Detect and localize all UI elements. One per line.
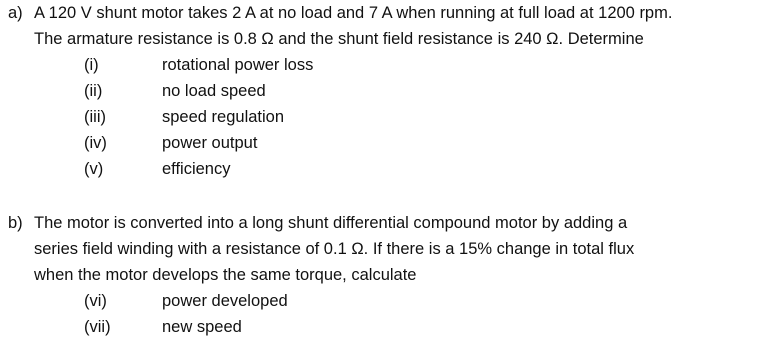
item-text: no load speed [162, 82, 266, 100]
list-item [8, 314, 756, 340]
item-number: (iii) [84, 108, 106, 126]
list-item [8, 78, 756, 104]
item-number: (i) [84, 56, 99, 74]
question-a-text-line-2: The armature resistance is 0.8 Ω and the shunt field resistance is 240 Ω. Determine [34, 30, 644, 48]
item-text: speed regulation [162, 108, 285, 126]
list-item [8, 156, 756, 182]
item-text: new speed [162, 318, 242, 336]
item-number: (v) [84, 160, 104, 178]
item-number: (iv) [84, 134, 107, 152]
question-a-line-1 [8, 0, 756, 26]
question-b-text-line-1: The motor is converted into a long shunt differential compound motor by adding a [34, 214, 628, 232]
question-b-line-1 [8, 210, 756, 236]
question-b-items [8, 288, 756, 340]
question-a-label: a) [8, 4, 23, 22]
list-item [8, 288, 756, 314]
question-b-label: b) [8, 214, 23, 232]
question-a [8, 0, 756, 182]
item-text: efficiency [162, 160, 231, 178]
item-text: power output [162, 134, 258, 152]
list-item [8, 104, 756, 130]
item-number: (vi) [84, 292, 107, 310]
question-b-text-line-2: series field winding with a resistance of 0.1 Ω. If there is a 15% change in total flux [34, 240, 635, 258]
item-text: power developed [162, 292, 288, 310]
item-number: (ii) [84, 82, 103, 100]
list-item [8, 52, 756, 78]
question-b [8, 210, 756, 340]
item-number: (vii) [84, 318, 111, 336]
question-b-text-line-3: when the motor develops the same torque, calculate [34, 266, 417, 284]
question-a-text-line-1: A 120 V shunt motor takes 2 A at no load and 7 A when running at full load at 1200 rpm. [34, 4, 673, 22]
question-a-items [8, 52, 756, 182]
list-item [8, 130, 756, 156]
item-text: rotational power loss [162, 56, 314, 74]
